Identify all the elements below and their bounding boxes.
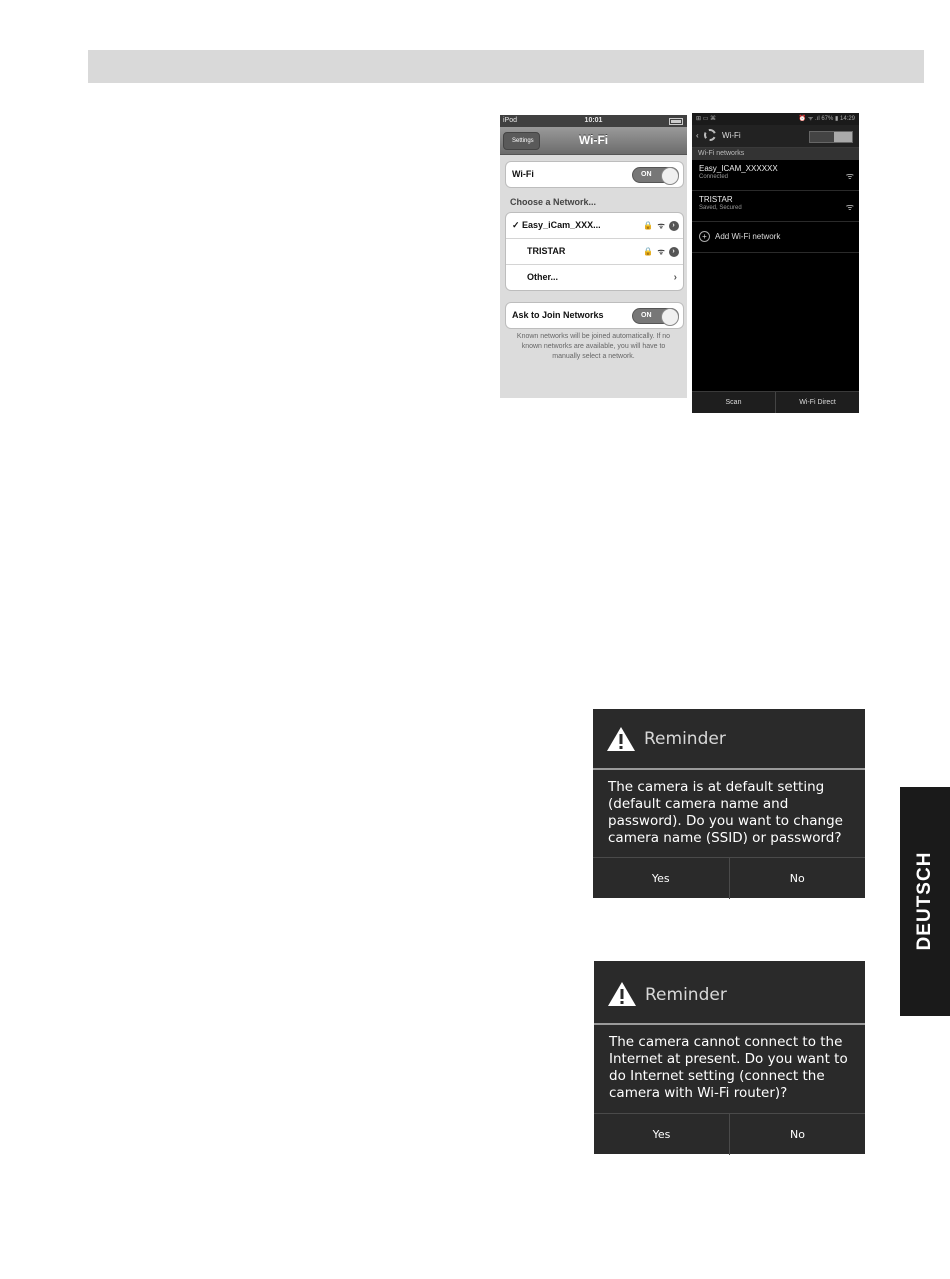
dialog-message: The camera cannot connect to the Internet at present. Do you want to do Internet setting (connect the camera with Wi-Fi router)? bbox=[594, 1025, 865, 1114]
add-wifi-network-label: Add Wi-Fi network bbox=[715, 232, 781, 241]
android-status-bar bbox=[692, 113, 859, 125]
network-name: TRISTAR bbox=[527, 246, 566, 256]
wifi-row-label: Wi-Fi bbox=[512, 169, 534, 179]
yes-button[interactable]: Yes bbox=[593, 858, 730, 899]
ios-nav-title: Wi-Fi bbox=[578, 133, 609, 147]
yes-button[interactable]: Yes bbox=[594, 1114, 730, 1155]
wifi-direct-button[interactable]: Wi-Fi Direct bbox=[799, 399, 836, 406]
android-network-row-tristar[interactable] bbox=[692, 191, 859, 222]
ask-join-label: Ask to Join Networks bbox=[512, 310, 604, 320]
android-subheader: Wi-Fi networks bbox=[692, 148, 859, 160]
battery-icon bbox=[669, 118, 683, 125]
detail-disclosure-icon[interactable]: › bbox=[669, 247, 679, 257]
network-row-easy-icam[interactable] bbox=[506, 213, 683, 239]
lock-icon: 🔒 bbox=[643, 247, 655, 256]
dialog-header bbox=[593, 709, 865, 770]
dialog-message: The camera is at default setting (default camera name and password). Do you want to change camera name (SSID) or password? bbox=[593, 770, 865, 858]
wifi-toggle-label: ON bbox=[641, 171, 652, 178]
network-icons bbox=[643, 213, 679, 238]
warning-triangle-icon bbox=[606, 726, 636, 752]
warning-triangle-icon bbox=[607, 981, 637, 1007]
section-header-bar bbox=[88, 50, 924, 83]
network-name: Easy_ICAM_XXXXXX bbox=[699, 164, 778, 173]
network-name: TRISTAR bbox=[699, 195, 733, 204]
ios-nav-bar bbox=[500, 127, 687, 155]
dialog-buttons bbox=[593, 858, 865, 899]
add-wifi-network-row[interactable] bbox=[692, 222, 859, 253]
wifi-toggle[interactable] bbox=[632, 167, 679, 183]
no-button[interactable]: No bbox=[789, 872, 805, 885]
language-label: DEUTSCH bbox=[914, 851, 935, 951]
toggle-knob bbox=[661, 167, 679, 185]
android-network-row-easy-icam[interactable] bbox=[692, 160, 859, 191]
toggle-knob bbox=[661, 308, 679, 326]
ios-time: 10:01 bbox=[584, 117, 603, 124]
gear-icon bbox=[704, 129, 716, 141]
ask-join-toggle[interactable] bbox=[632, 308, 679, 324]
android-title: Wi-Fi bbox=[722, 131, 741, 140]
wifi-signal-icon: ᯤ bbox=[845, 171, 854, 181]
android-bottom-bar bbox=[692, 391, 859, 413]
ask-join-row bbox=[506, 303, 683, 328]
ask-join-toggle-label: ON bbox=[641, 312, 652, 319]
network-status: Saved, Secured bbox=[699, 205, 742, 211]
dialog-title: Reminder bbox=[644, 729, 726, 749]
choose-network-label: Choose a Network... bbox=[510, 197, 597, 207]
dialog-header bbox=[594, 961, 865, 1025]
lock-icon: 🔒 bbox=[643, 221, 655, 230]
chevron-right-icon: › bbox=[673, 272, 677, 283]
android-status-right: ⏰ ᯤ .ıl 67% ▮ 14:29 bbox=[798, 116, 855, 122]
no-button[interactable]: No bbox=[790, 1128, 805, 1141]
dialog-buttons bbox=[594, 1114, 865, 1155]
reminder-dialog-default-settings bbox=[593, 709, 865, 898]
reminder-dialog-internet-setting bbox=[594, 961, 865, 1154]
scan-button[interactable]: Scan bbox=[692, 392, 776, 413]
wifi-row bbox=[506, 162, 683, 187]
settings-back-button[interactable]: Settings bbox=[503, 132, 540, 150]
ios-carrier: iPod bbox=[503, 117, 518, 124]
wifi-switch[interactable] bbox=[809, 131, 853, 143]
android-action-bar bbox=[692, 125, 859, 148]
wifi-toggle-group bbox=[505, 161, 684, 188]
android-wifi-screenshot bbox=[692, 113, 859, 413]
dialog-title: Reminder bbox=[645, 985, 727, 1005]
network-list bbox=[505, 212, 684, 291]
network-status: Connected bbox=[699, 174, 729, 180]
wifi-signal-icon: ᯤ bbox=[845, 202, 854, 212]
network-row-tristar[interactable] bbox=[506, 239, 683, 265]
android-status-left: ⊞ ▭ ⌘ bbox=[696, 116, 717, 122]
back-chevron-icon[interactable]: ‹ bbox=[696, 131, 699, 140]
network-icons bbox=[643, 239, 679, 264]
wifi-signal-icon: ᯤ bbox=[657, 221, 666, 230]
language-side-tab bbox=[900, 787, 950, 1016]
network-name: ✓ Easy_iCam_XXX... bbox=[512, 220, 601, 230]
detail-disclosure-icon[interactable]: › bbox=[669, 221, 679, 231]
plus-icon: + bbox=[699, 231, 710, 242]
ios-footnote: Known networks will be joined automatically. If no known networks are available, you will have to manually select a network. bbox=[516, 333, 671, 360]
ask-join-group bbox=[505, 302, 684, 329]
network-row-other[interactable] bbox=[506, 265, 683, 290]
other-network-label: Other... bbox=[527, 272, 559, 282]
wifi-signal-icon: ᯤ bbox=[657, 247, 666, 256]
ios-status-bar bbox=[500, 115, 687, 127]
ios-wifi-screenshot bbox=[500, 115, 687, 398]
